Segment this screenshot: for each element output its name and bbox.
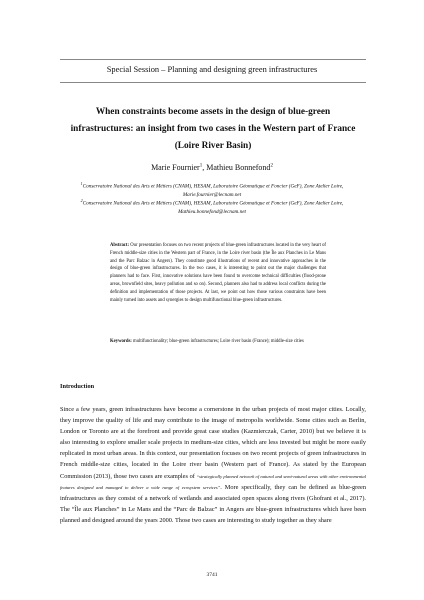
page-number: 3741: [206, 572, 218, 578]
keywords: [110, 338, 326, 346]
session-header: Special Session – Planning and designing green infrastructures: [106, 65, 318, 74]
abstract-text: Our presentation focuses on two recent projects of blue-green infrastructures located in the very heart of French middle-size cities in the Western part of France, in the Loire river basin (the Île aux Planches in Le Mans and the Parc Balzac in Angers). They constitute good illustrations of recent and innovative approaches in the design of blue-green infrastructures. In the two cases, it is interesting to point out the major challenges that planners had to face. First, innovative solutions have been found to overcome technical difficulties (flood-prone areas, brownfield sites, heavy pollution and so on). Second, planners also had to address local conflicts during the definition and implementation of those projects. At last, we point out how those various constraints have been mainly turned into assets and synergies to design multifunctional blue-green infrastructures.: [110, 243, 326, 303]
abstract-label: Abstract:: [110, 243, 130, 248]
introduction-quote: “strategically planned network of natural and semi-natural areas with other environmental features designed and managed to deliver a wide range of ecosystem services”: [60, 473, 366, 490]
header-rule-top: [60, 59, 366, 60]
author-name: Mathieu Bonnefond: [206, 163, 271, 172]
introduction-body: [60, 404, 366, 526]
section-heading-introduction: Introduction: [60, 383, 95, 390]
abstract: [110, 242, 326, 304]
keywords-text: multifunctionality; blue-green infrastructures; Loire river basin (France); middle-size cities: [133, 339, 304, 344]
introduction-text-1: Since a few years, green infrastructures have become a cornerstone in the urban projects of most major cities. Locally, they improve the quality of life and may contribute to the image of metropolis worldwide. Some cities such as Berlin, London or Toronto are at the forefront and provide great case studies (Kazmierczak, Carter, 2010) but we believe it is also interesting to explore smaller scale projects in medium-size cities, which are less invested but might be more easily replicated in most urban areas. In this context, our presentation focuses on two recent projects of green infrastructures in French middle-size cities, located in the Loire river basin (Western part of France). As stated by the European Commission (2013), those two cases are examples of: [60, 406, 366, 480]
keywords-label: Keywords:: [110, 339, 132, 344]
introduction-text-2: . More specifically, they can be defined as blue-green infrastructures as they consist of a network of wetlands and associated open spaces along rivers (Ghofrani et al., 2017). The “Île aux Planches” in Le Mans and the “Parc de Balzac” in Angers are blue-green infrastructures which have been planned and designed around the years 2000. Those two cases are interesting to study together as they share: [60, 483, 366, 524]
affiliation-2: [78, 197, 346, 216]
author-separator: ,: [202, 163, 207, 172]
affiliation-sup: 2: [80, 198, 83, 203]
affiliation-sup: 1: [80, 181, 83, 186]
author-line: [0, 163, 424, 172]
affiliation-text: Conservatoire National des Arts et Métiers (CNAM), HESAM, Laboratoire Géomatique et Foncier (GeF), Zone Atelier Loire, Mathieu.bonnefond@lecnam.net: [82, 200, 344, 215]
header-rule-bottom: [60, 82, 366, 83]
author-sup: 1: [199, 163, 203, 169]
author-sup: 2: [270, 163, 273, 169]
paper-title: When constraints become assets in the design of blue-green infrastructures: an insight from two cases in the Western part of France (Loire River Basin): [70, 107, 356, 151]
author-name: Marie Fournier: [151, 163, 200, 172]
affiliation-text: Conservatoire National des Arts et Métiers (CNAM), HESAM, Laboratoire Géomatique et Foncier (GeF), Zone Atelier Loire, Marie.fournier@lecnam.net: [82, 183, 344, 198]
affiliation-1: [78, 180, 346, 199]
